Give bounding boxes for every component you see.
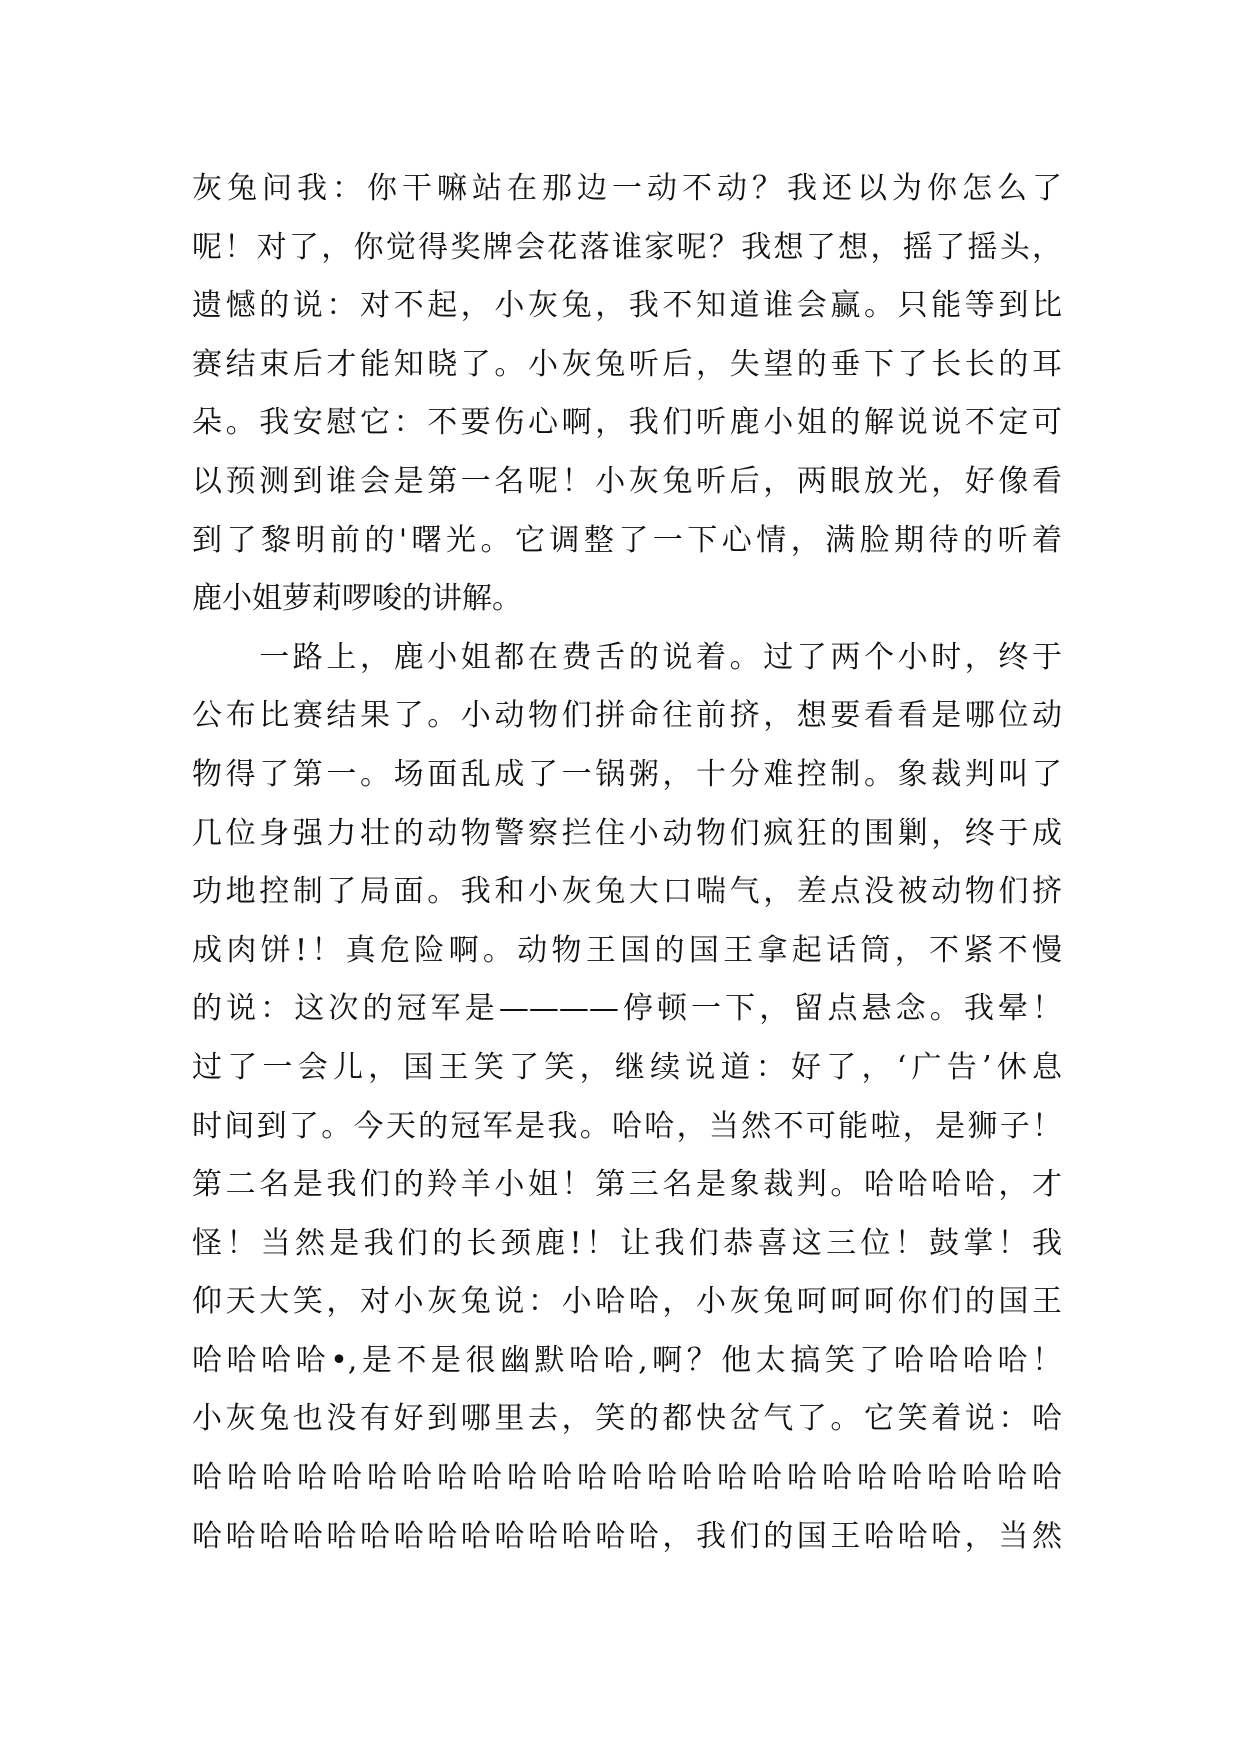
body-text — [192, 160, 1062, 1566]
text-line: 功地控制了局面。我和小灰兔大口喘气，差点没被动物们挤 — [192, 874, 1062, 910]
text-line: 灰兔问我：你干嘛站在那边一动不动？我还以为你怎么了 — [192, 171, 1062, 206]
text-line: 以预测到谁会是第一名呢！小灰兔听后，两眼放光，好像看 — [192, 463, 1062, 499]
text-line: 公布比赛结果了。小动物们拼命往前挤，想要看看是哪位动 — [192, 698, 1062, 734]
text-line: 小灰兔也没有好到哪里去，笑的都快岔气了。它笑着说：哈 — [192, 1401, 1062, 1437]
text-line: 哈哈哈哈•,是不是很幽默哈哈,啊？他太搞笑了哈哈哈哈！ — [192, 1342, 1062, 1378]
text-line: 到了黎明前的'曙光。它调整了一下心情，满脸期待的听着 — [192, 522, 1062, 558]
text-line: 成肉饼!！真危险啊。动物王国的国王拿起话筒，不紧不慢 — [192, 932, 1062, 968]
text-line: 鹿小姐萝莉啰唆的讲解。 — [192, 581, 522, 617]
text-line: 仰天大笑，对小灰兔说：小哈哈，小灰兔呵呵呵你们的国王 — [192, 1284, 1062, 1320]
text-line: 过了一会儿，国王笑了笑，继续说道：好了，‘广告’休息 — [192, 1049, 1062, 1085]
text-line: 哈哈哈哈哈哈哈哈哈哈哈哈哈哈哈哈哈哈哈哈哈哈哈哈哈 — [192, 1460, 1062, 1496]
text-line: 朵。我安慰它：不要伤心啊，我们听鹿小姐的解说说不定可 — [192, 405, 1062, 441]
text-line: 第二名是我们的羚羊小姐！第三名是象裁判。哈哈哈哈，才 — [192, 1167, 1062, 1203]
text-line: 一路上，鹿小姐都在费舌的说着。过了两个小时，终于 — [192, 639, 1062, 675]
text-line: 遗憾的说：对不起，小灰兔，我不知道谁会赢。只能等到比 — [192, 288, 1062, 324]
text-line: 赛结束后才能知晓了。小灰兔听后，失望的垂下了长长的耳 — [192, 346, 1062, 382]
text-line: 时间到了。今天的冠军是我。哈哈，当然不可能啦，是狮子！ — [192, 1108, 1062, 1144]
text-line: 几位身强力壮的动物警察拦住小动物们疯狂的围剿，终于成 — [192, 815, 1062, 851]
text-line: 呢！对了，你觉得奖牌会花落谁家呢？我想了想，摇了摇头， — [192, 229, 1062, 265]
text-line: 怪！当然是我们的长颈鹿!！让我们恭喜这三位！鼓掌！我 — [192, 1225, 1062, 1261]
text-line: 哈哈哈哈哈哈哈哈哈哈哈哈哈哈，我们的国王哈哈哈，当然 — [192, 1518, 1062, 1554]
text-line: 物得了第一。场面乱成了一锅粥，十分难控制。象裁判叫了 — [192, 756, 1062, 792]
text-line: 的说：这次的冠军是————停顿一下，留点悬念。我晕！ — [192, 991, 1062, 1027]
